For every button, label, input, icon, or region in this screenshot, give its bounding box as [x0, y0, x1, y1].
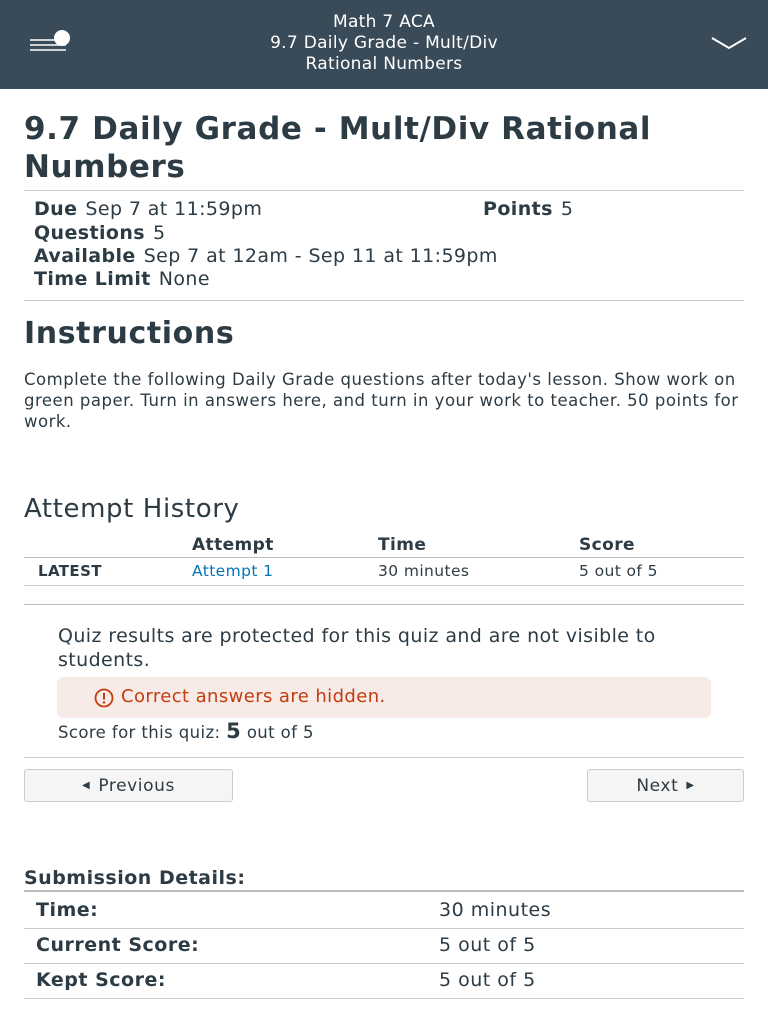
points-value: 5 [560, 198, 574, 220]
submission-value: 5 out of 5 [439, 969, 536, 991]
header-title-line1: 9.7 Daily Grade - Mult/Div [270, 33, 498, 53]
next-label: Next [636, 775, 679, 796]
submission-details-heading: Submission Details: [24, 867, 246, 889]
instructions-heading: Instructions [24, 316, 235, 351]
hidden-answers-alert [57, 677, 711, 718]
divider [24, 585, 744, 586]
submission-row-time [24, 894, 744, 929]
chevron-down-icon[interactable] [708, 32, 750, 54]
alert-text: Correct answers are hidden. [121, 686, 386, 707]
warning-icon [93, 687, 115, 709]
questions-label: Questions [34, 222, 145, 244]
time-limit-value: None [158, 268, 210, 290]
available-info [34, 245, 498, 268]
column-header-attempt: Attempt [192, 535, 274, 555]
previous-label: Previous [98, 775, 175, 796]
due-value: Sep 7 at 11:59pm [85, 198, 263, 220]
header-title-line2: Rational Numbers [305, 54, 463, 74]
attempt-history-heading: Attempt History [24, 494, 240, 524]
submission-label: Kept Score: [36, 969, 166, 991]
column-header-score: Score [579, 535, 635, 555]
points-info [483, 198, 573, 221]
divider [24, 190, 744, 191]
submission-row-kept-score [24, 964, 744, 999]
time-limit-info [34, 268, 210, 291]
attempt-link[interactable]: Attempt 1 [192, 562, 274, 580]
submission-label: Time: [36, 899, 99, 921]
available-label: Available [34, 245, 136, 267]
score-value: 5 [226, 719, 242, 743]
triangle-left-icon: ◀ [82, 780, 91, 791]
column-header-time: Time [378, 535, 427, 555]
attempt-score: 5 out of 5 [579, 562, 658, 580]
points-label: Points [483, 198, 553, 220]
score-suffix: out of 5 [246, 723, 314, 742]
quiz-score [58, 719, 314, 743]
course-name: Math 7 ACA [333, 12, 435, 32]
latest-tag: LATEST [38, 562, 102, 580]
due-info [34, 198, 262, 221]
protected-results-text: Quiz results are protected for this quiz and are not visible to students. [58, 625, 656, 671]
time-limit-label: Time Limit [34, 268, 151, 290]
available-value: Sep 7 at 12am - Sep 11 at 11:59pm [143, 245, 498, 267]
triangle-right-icon: ▶ [686, 780, 695, 791]
score-prefix: Score for this quiz: [58, 723, 221, 742]
questions-info [34, 222, 165, 245]
header-titles [0, 12, 768, 75]
submission-label: Current Score: [36, 934, 200, 956]
due-label: Due [34, 198, 78, 220]
submission-value: 5 out of 5 [439, 934, 536, 956]
top-header-bar [0, 0, 768, 89]
submission-value: 30 minutes [439, 899, 552, 921]
submission-row-current-score [24, 929, 744, 964]
divider [24, 757, 744, 758]
previous-button[interactable] [24, 769, 233, 802]
divider [24, 604, 744, 605]
divider [24, 890, 744, 892]
next-button[interactable] [587, 769, 744, 802]
questions-value: 5 [152, 222, 166, 244]
divider [24, 300, 744, 301]
attempt-time: 30 minutes [378, 562, 470, 580]
page-title: 9.7 Daily Grade - Mult/Div Rational Numbers [24, 111, 652, 185]
divider [24, 557, 744, 558]
instructions-text: Complete the following Daily Grade questions after today's lesson. Show work on green paper. Turn in answers here, and turn in your work to teacher. 50 points for work. [24, 370, 739, 431]
